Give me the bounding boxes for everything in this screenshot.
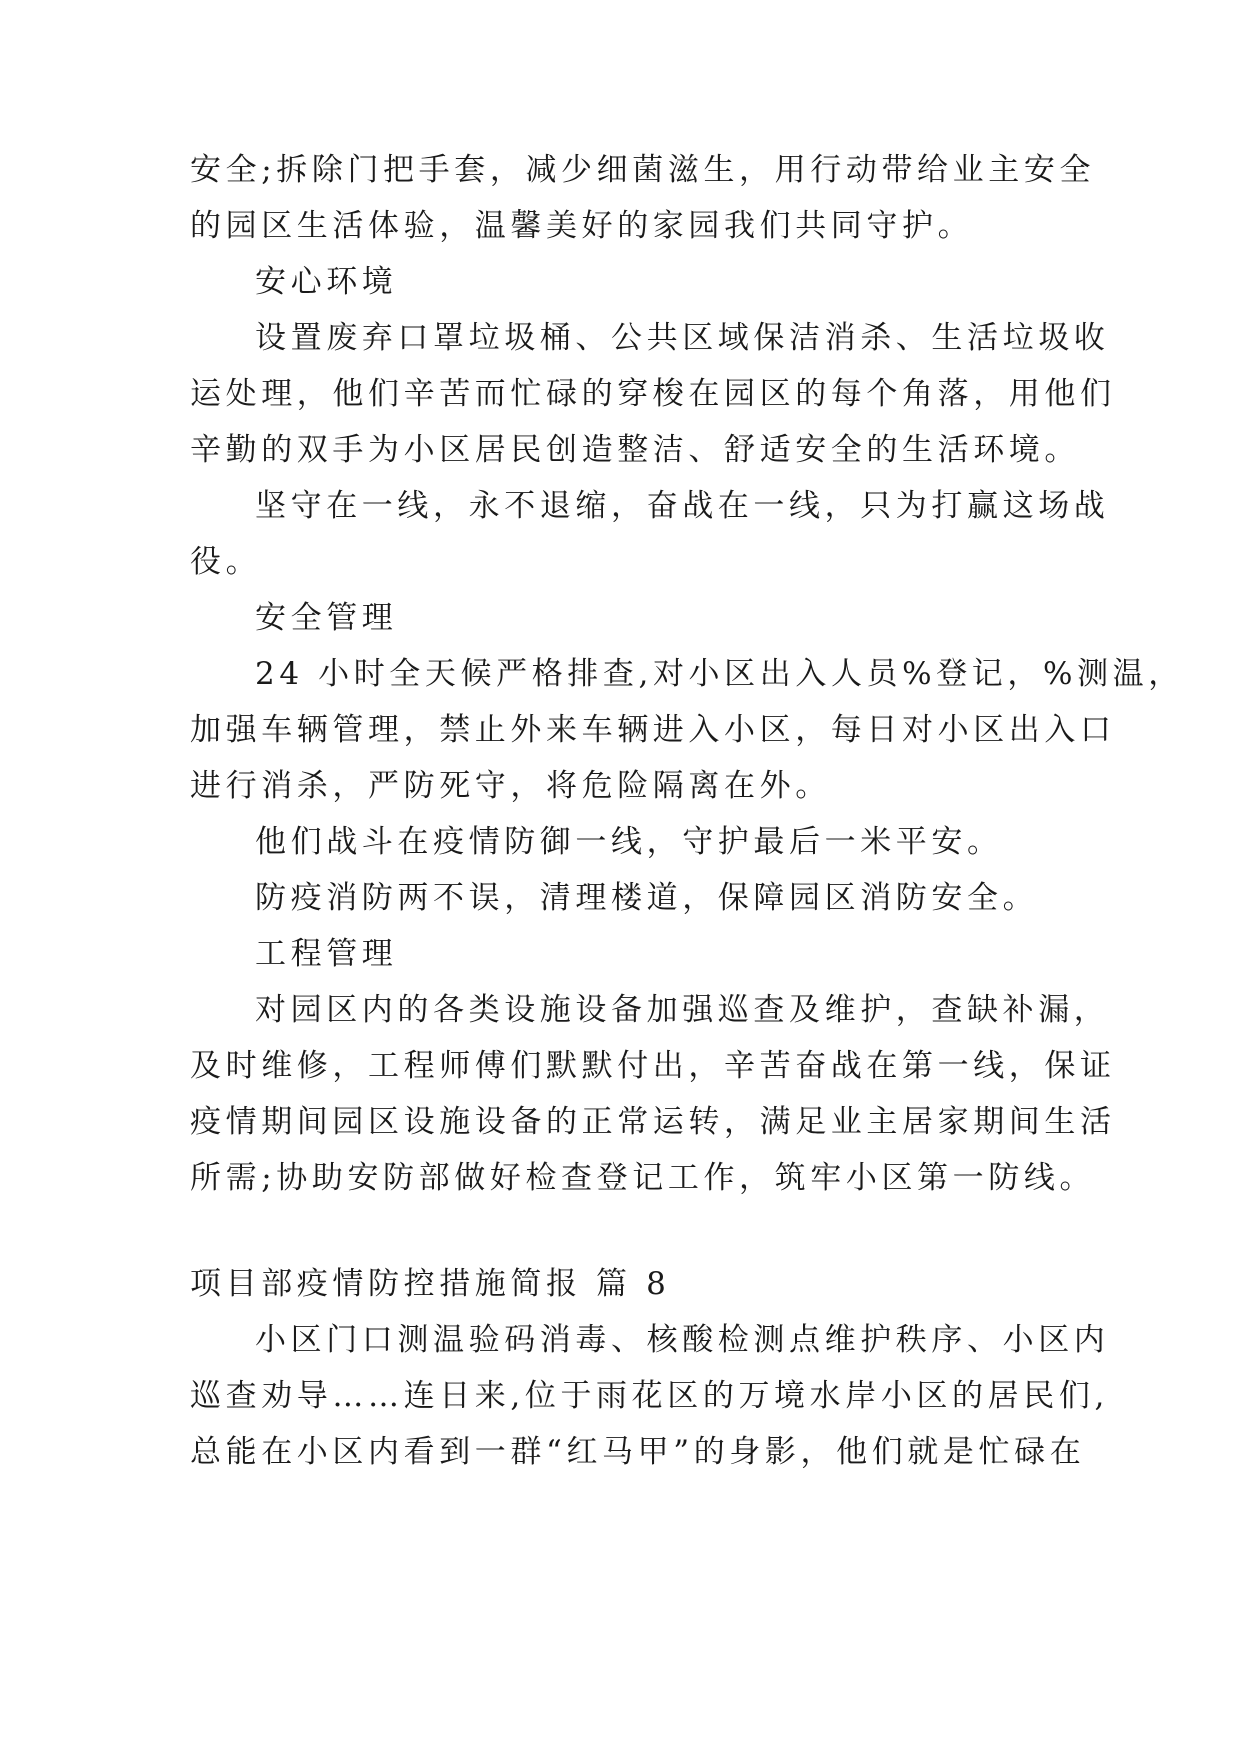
body-text-line: 加强车辆管理，禁止外来车辆进入小区，每日对小区出入口 <box>190 712 1116 748</box>
body-text-line: 巡查劝导……连日来,位于雨花区的万境水岸小区的居民们, <box>190 1378 1109 1414</box>
body-text-line: 进行消杀，严防死守，将危险隔离在外。 <box>190 768 831 804</box>
body-text-line: 小区门口测温验码消毒、核酸检测点维护秩序、小区内 <box>255 1322 1110 1358</box>
body-text-line: 对园区内的各类设施设备加强巡查及维护，查缺补漏， <box>255 992 1110 1028</box>
body-text-line: 防疫消防两不误，清理楼道，保障园区消防安全。 <box>255 880 1039 916</box>
body-text-line: 辛勤的双手为小区居民创造整洁、舒适安全的生活环境。 <box>190 432 1080 468</box>
body-text-line: 疫情期间园区设施设备的正常运转，满足业主居家期间生活 <box>190 1104 1116 1140</box>
body-text-line: 24 小时全天候严格排查,对小区出入人员%登记，%测温， <box>255 656 1184 692</box>
body-text-line: 总能在小区内看到一群“红马甲”的身影，他们就是忙碌在 <box>190 1434 1086 1470</box>
body-text-line: 役。 <box>190 544 262 580</box>
section-heading: 安全管理 <box>255 600 398 636</box>
body-text-line: 所需;协助安防部做好检查登记工作，筑牢小区第一防线。 <box>190 1160 1096 1196</box>
section-heading: 工程管理 <box>255 936 398 972</box>
body-text-line: 安全;拆除门把手套，减少细菌滋生，用行动带给业主安全 <box>190 152 1096 188</box>
body-text-line: 坚守在一线，永不退缩，奋战在一线，只为打赢这场战 <box>255 488 1110 524</box>
article-title: 项目部疫情防控措施简报 篇 8 <box>190 1266 671 1302</box>
body-text-line: 他们战斗在疫情防御一线，守护最后一米平安。 <box>255 824 1003 860</box>
body-text-line: 的园区生活体验，温馨美好的家园我们共同守护。 <box>190 208 974 244</box>
section-heading: 安心环境 <box>255 264 398 300</box>
body-text-line: 运处理，他们辛苦而忙碌的穿梭在园区的每个角落，用他们 <box>190 376 1116 412</box>
body-text-line: 及时维修，工程师傅们默默付出，辛苦奋战在第一线，保证 <box>190 1048 1116 1084</box>
body-text-line: 设置废弃口罩垃圾桶、公共区域保洁消杀、生活垃圾收 <box>255 320 1110 356</box>
